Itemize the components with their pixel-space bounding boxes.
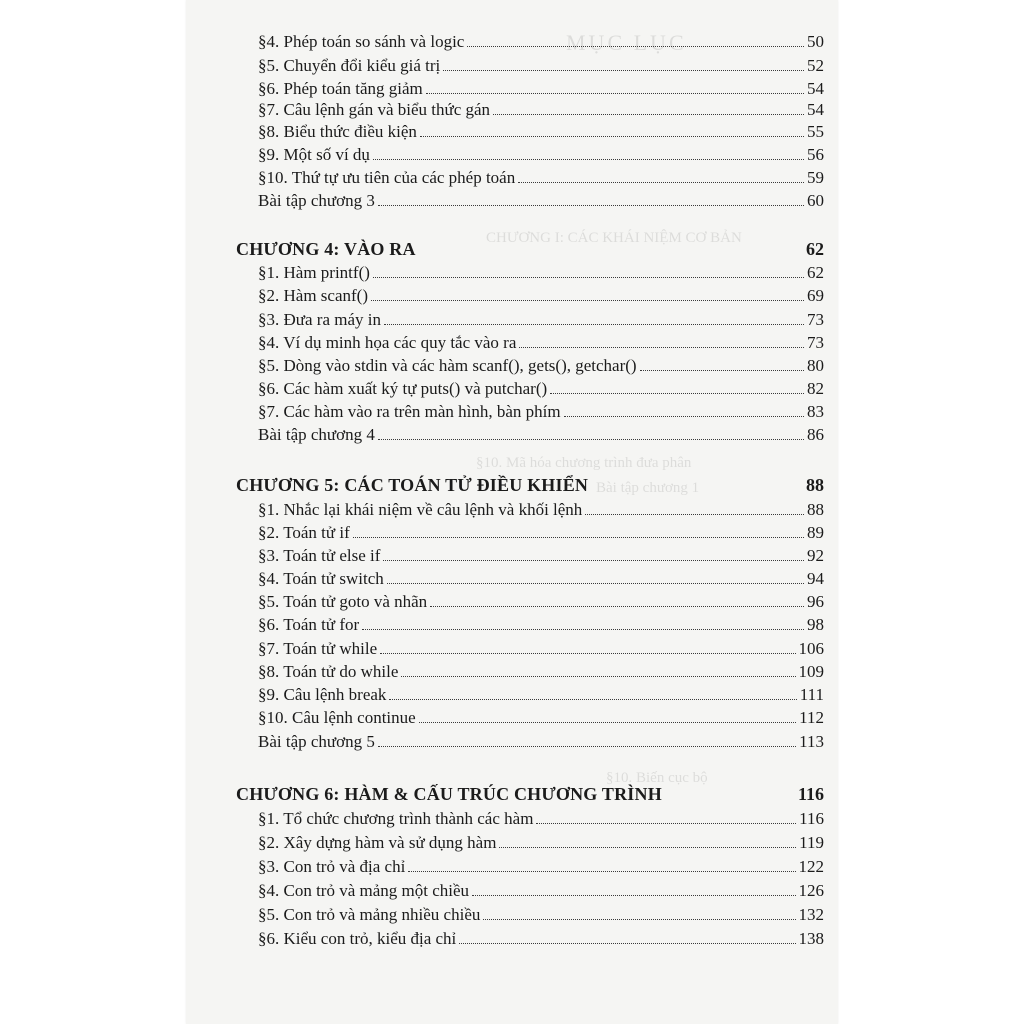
page-number: 96 <box>807 592 824 611</box>
entry-title: §2. Hàm scanf() <box>258 286 368 305</box>
entry-title: §4. Phép toán so sánh và logic <box>258 32 465 51</box>
page-number: 69 <box>807 286 824 305</box>
entry-title: §7. Toán tử while <box>258 639 378 658</box>
toc-entry <box>258 857 824 879</box>
entry-title: §5. Dòng vào stdin và các hàm scanf(), gets(), getchar() <box>258 356 637 375</box>
page-number: 111 <box>799 685 824 704</box>
entry-title: Bài tập chương 3 <box>258 191 375 210</box>
dot-leader <box>426 93 804 94</box>
page-number: 126 <box>798 881 824 900</box>
page-number: 138 <box>798 929 824 948</box>
dot-leader <box>519 347 804 348</box>
page-number: 119 <box>799 833 824 852</box>
entry-title: §8. Biểu thức điều kiện <box>258 122 417 141</box>
page-number: 62 <box>806 239 824 259</box>
toc-entry <box>258 662 824 684</box>
toc-entry <box>258 263 824 285</box>
entry-title: §3. Con trỏ và địa chỉ <box>258 857 406 876</box>
entry-title: §5. Chuyển đổi kiểu giá trị <box>258 56 441 75</box>
page-number: 132 <box>798 905 824 924</box>
page-number: 89 <box>807 523 824 542</box>
entry-title: §2. Xây dựng hàm và sử dụng hàm <box>258 833 497 852</box>
entry-title: §6. Kiểu con trỏ, kiểu địa chỉ <box>258 929 457 948</box>
dot-leader <box>378 746 796 747</box>
toc-entry <box>258 732 824 754</box>
dot-leader <box>389 699 796 700</box>
page-number: 98 <box>807 615 824 634</box>
toc-entry <box>258 56 824 78</box>
toc-entry <box>258 333 824 355</box>
bleed-through-text: §10. Biến cục bộ <box>606 770 708 786</box>
toc-entry <box>258 168 824 190</box>
page-number: 88 <box>807 500 824 519</box>
toc-entry <box>258 523 824 545</box>
dot-leader <box>443 70 804 71</box>
dot-leader <box>408 871 795 872</box>
entry-title: §6. Toán tử for <box>258 615 360 634</box>
dot-leader <box>373 159 804 160</box>
document-page <box>186 0 838 1024</box>
toc-entry <box>258 546 824 568</box>
dot-leader <box>378 439 804 440</box>
toc-entry <box>258 809 824 831</box>
dot-leader <box>373 277 804 278</box>
page-number: 113 <box>799 732 824 751</box>
toc-entry <box>258 122 824 144</box>
bleed-through-text: MỤC LỤC <box>566 30 687 55</box>
toc-entry <box>258 379 824 401</box>
dot-leader <box>362 629 804 630</box>
chapter-title: CHƯƠNG 6: HÀM & CẤU TRÚC CHƯƠNG TRÌNH <box>236 784 662 804</box>
chapter-title: CHƯƠNG 4: VÀO RA <box>236 239 416 259</box>
page-number: 94 <box>807 569 824 588</box>
toc-entry <box>258 569 824 591</box>
entry-title: §6. Phép toán tăng giảm <box>258 79 423 98</box>
entry-title: Bài tập chương 4 <box>258 425 375 444</box>
page-number: 60 <box>807 191 824 210</box>
page-number: 88 <box>806 475 824 495</box>
dot-leader <box>499 847 796 848</box>
toc-entry <box>258 310 824 332</box>
dot-leader <box>518 182 804 183</box>
page-number: 116 <box>797 784 824 804</box>
toc-entry <box>258 191 824 213</box>
dot-leader <box>550 393 804 394</box>
page-number: 73 <box>807 333 824 352</box>
toc-entry <box>258 425 824 447</box>
entry-title: §1. Hàm printf() <box>258 263 370 282</box>
dot-leader <box>371 300 804 301</box>
bleed-through-text: §10. Mã hóa chương trình đưa phân <box>476 455 692 471</box>
page-number: 55 <box>807 122 824 141</box>
bleed-through-text: CHƯƠNG I: CÁC KHÁI NIỆM CƠ BẢN <box>486 230 742 246</box>
dot-leader <box>459 943 795 944</box>
toc-entry <box>258 79 824 101</box>
dot-leader <box>383 560 804 561</box>
dot-leader <box>493 114 804 115</box>
toc-entry <box>258 100 824 122</box>
dot-leader <box>430 606 804 607</box>
page-number: 80 <box>807 356 824 375</box>
page-number: 106 <box>798 639 824 658</box>
toc-entry <box>258 32 824 54</box>
dot-leader <box>387 583 804 584</box>
entry-title: §3. Toán tử else if <box>258 546 381 565</box>
dot-leader <box>536 823 796 824</box>
entry-title: §9. Câu lệnh break <box>258 685 387 704</box>
entry-title: §4. Con trỏ và mảng một chiều <box>258 881 470 900</box>
toc-entry <box>258 286 824 308</box>
dot-leader <box>564 416 804 417</box>
toc-chapter-heading <box>236 475 824 501</box>
page-number: 62 <box>807 263 824 282</box>
toc-entry <box>258 145 824 167</box>
page-number: 122 <box>798 857 824 876</box>
page-number: 116 <box>799 809 824 828</box>
chapter-title: CHƯƠNG 5: CÁC TOÁN TỬ ĐIỀU KHIỂN <box>236 475 589 495</box>
toc-entry <box>258 881 824 903</box>
entry-title: §5. Toán tử goto và nhãn <box>258 592 428 611</box>
toc-chapter-heading <box>236 239 824 265</box>
entry-title: §1. Nhắc lại khái niệm về câu lệnh và khối lệnh <box>258 500 583 519</box>
entry-title: §9. Một số ví dụ <box>258 145 370 164</box>
page-number: 82 <box>807 379 824 398</box>
entry-title: §2. Toán tử if <box>258 523 350 542</box>
entry-title: §3. Đưa ra máy in <box>258 310 381 329</box>
page-number: 52 <box>807 56 824 75</box>
page-number: 54 <box>807 100 824 119</box>
entry-title: §7. Câu lệnh gán và biểu thức gán <box>258 100 491 119</box>
page-number: 54 <box>807 79 824 98</box>
toc-entry <box>258 356 824 378</box>
dot-leader <box>384 324 804 325</box>
dot-leader <box>378 205 804 206</box>
page-number: 56 <box>807 145 824 164</box>
page-number: 50 <box>807 32 824 51</box>
toc-chapter-heading <box>236 784 824 810</box>
page-number: 112 <box>799 708 824 727</box>
dot-leader <box>419 722 796 723</box>
toc-entry <box>258 929 824 951</box>
toc-entry <box>258 708 824 730</box>
toc-entry <box>258 615 824 637</box>
entry-title: §6. Các hàm xuất ký tự puts() và putchar() <box>258 379 548 398</box>
table-of-contents <box>186 0 838 1024</box>
entry-title: §4. Ví dụ minh họa các quy tắc vào ra <box>258 333 517 352</box>
dot-leader <box>483 919 795 920</box>
toc-entry <box>258 639 824 661</box>
dot-leader <box>640 370 804 371</box>
entry-title: Bài tập chương 5 <box>258 732 375 751</box>
page-number: 73 <box>807 310 824 329</box>
entry-title: §10. Thứ tự ưu tiên của các phép toán <box>258 168 516 187</box>
page-number: 59 <box>807 168 824 187</box>
page-number: 109 <box>798 662 824 681</box>
dot-leader <box>401 676 795 677</box>
dot-leader <box>420 136 804 137</box>
toc-entry <box>258 905 824 927</box>
entry-title: §8. Toán tử do while <box>258 662 399 681</box>
page-number: 83 <box>807 402 824 421</box>
dot-leader <box>585 514 804 515</box>
entry-title: §4. Toán tử switch <box>258 569 384 588</box>
toc-entry <box>258 833 824 855</box>
page-number: 92 <box>807 546 824 565</box>
page-number: 86 <box>807 425 824 444</box>
entry-title: §7. Các hàm vào ra trên màn hình, bàn phím <box>258 402 561 421</box>
entry-title: §10. Câu lệnh continue <box>258 708 416 727</box>
bleed-through-text: Bài tập chương 1 <box>596 480 700 496</box>
dot-leader <box>380 653 795 654</box>
dot-leader <box>467 46 804 47</box>
toc-entry <box>258 402 824 424</box>
entry-title: §5. Con trỏ và mảng nhiều chiều <box>258 905 481 924</box>
toc-entry <box>258 500 824 522</box>
entry-title: §1. Tổ chức chương trình thành các hàm <box>258 809 534 828</box>
dot-leader <box>472 895 795 896</box>
dot-leader <box>353 537 804 538</box>
toc-entry <box>258 592 824 614</box>
toc-entry <box>258 685 824 707</box>
